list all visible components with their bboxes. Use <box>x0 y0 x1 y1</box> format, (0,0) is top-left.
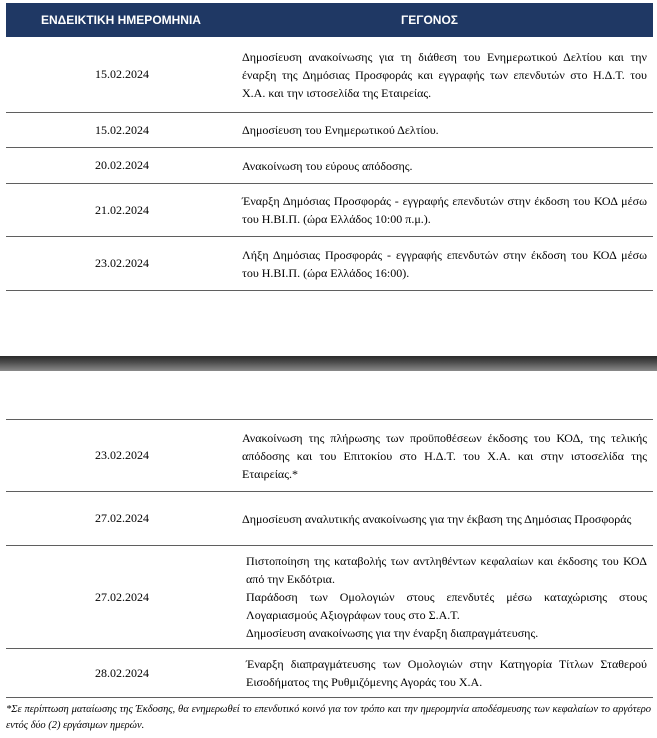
row-event <box>242 237 647 290</box>
row-date: 23.02.2024 <box>95 448 149 462</box>
row-event <box>242 113 647 147</box>
row-event <box>242 492 647 545</box>
table-row <box>6 546 653 649</box>
row-date: 23.02.2024 <box>95 256 149 270</box>
row-date: 20.02.2024 <box>95 158 149 172</box>
table-row <box>6 237 653 291</box>
row-event <box>242 420 647 491</box>
row-event <box>242 184 647 236</box>
row-date: 21.02.2024 <box>95 202 149 217</box>
row-event <box>246 649 647 697</box>
table-row <box>6 148 653 184</box>
row-date: 27.02.2024 <box>95 589 149 604</box>
event-text: Πιστοποίηση της καταβολής των αντληθέντων κεφαλαίων και έκδοσης του ΚΟΔ από την Εκδότρια. <box>246 554 647 586</box>
page-break-divider <box>0 356 657 371</box>
event-text: Δημοσίευση αναλυτικής ανακοίνωσης για την έκβαση της Δημόσιας Προσφοράς <box>242 511 632 526</box>
row-event <box>242 148 647 183</box>
event-text: Ανακοίνωση της πλήρωσης των προϋποθέσεων έκδοσης του ΚΟΔ, της τελικής απόδοσης και του Επιτοκίου στο Η.Δ.Τ. του Χ.Α. και στην ιστοσελίδα της Εταιρείας.* <box>242 430 647 481</box>
table-row <box>6 420 653 492</box>
event-column-header: ΓΕΓΟΝΟΣ <box>401 13 458 27</box>
row-date: 15.02.2024 <box>95 122 149 137</box>
event-text: Δημοσίευση του Ενημερωτικού Δελτίου. <box>242 123 439 137</box>
event-text: Λήξη Δημόσιας Προσφοράς - εγγραφής επενδυτών στην έκδοση του ΚΟΔ μέσω του Η.ΒΙ.Π. (ώρα Ελλάδος 16:00). <box>242 247 647 280</box>
table-row <box>6 492 653 546</box>
event-text: Παράδοση των Ομολογιών στους επενδυτές μέσω καταχώρισης στους Λογαριασμούς Αξιογράφων τους στο Σ.Α.Τ. <box>246 590 647 622</box>
row-date: 27.02.2024 <box>95 511 149 525</box>
row-date: 28.02.2024 <box>95 665 149 680</box>
event-text: Δημοσίευση ανακοίνωσης για την έναρξη διαπραγμάτευσης. <box>246 626 539 640</box>
event-text: Έναρξη Δημόσιας Προσφοράς - εγγραφής επενδυτών στην έκδοση του ΚΟΔ μέσω του Η.ΒΙ.Π. (ώρα Ελλάδος 10:00 π.μ.). <box>242 194 647 226</box>
date-column-header: ΕΝΔΕΙΚΤΙΚΗ ΗΜΕΡΟΜΗΝΙΑ <box>41 13 201 27</box>
event-text: Δημοσίευση ανακοίνωσης για τη διάθεση του Ενημερωτικού Δελτίου και την έναρξη της Δημόσιας Προσφοράς και εγγραφής των επενδυτών στο Η.Δ.Τ. του Χ.Α. και την ιστοσελίδα της Εταιρείας. <box>242 49 647 100</box>
table-header <box>6 3 653 37</box>
footnote: *Σε περίπτωση ματαίωσης της Έκδοσης, θα ενημερωθεί το επενδυτικό κοινό για τον τρόπο και την ημερομηνία αποδέσμευσης των κεφαλαίων το αργότερο εντός δύο (2) εργάσιμων ημερών. <box>6 704 651 731</box>
table-row <box>6 649 653 698</box>
table-row <box>6 37 653 113</box>
row-date: 15.02.2024 <box>95 67 149 81</box>
table-row <box>6 113 653 148</box>
row-event <box>242 37 647 112</box>
event-text: Ανακοίνωση του εύρους απόδοσης. <box>242 158 413 173</box>
event-text: Έναρξη διαπραγμάτευσης των Ομολογιών στην Κατηγορία Τίτλων Σταθερού Εισοδήματος της Ρυθμιζόμενης Αγοράς του Χ.Α. <box>246 657 647 689</box>
row-event <box>246 546 647 648</box>
table-row <box>6 184 653 237</box>
